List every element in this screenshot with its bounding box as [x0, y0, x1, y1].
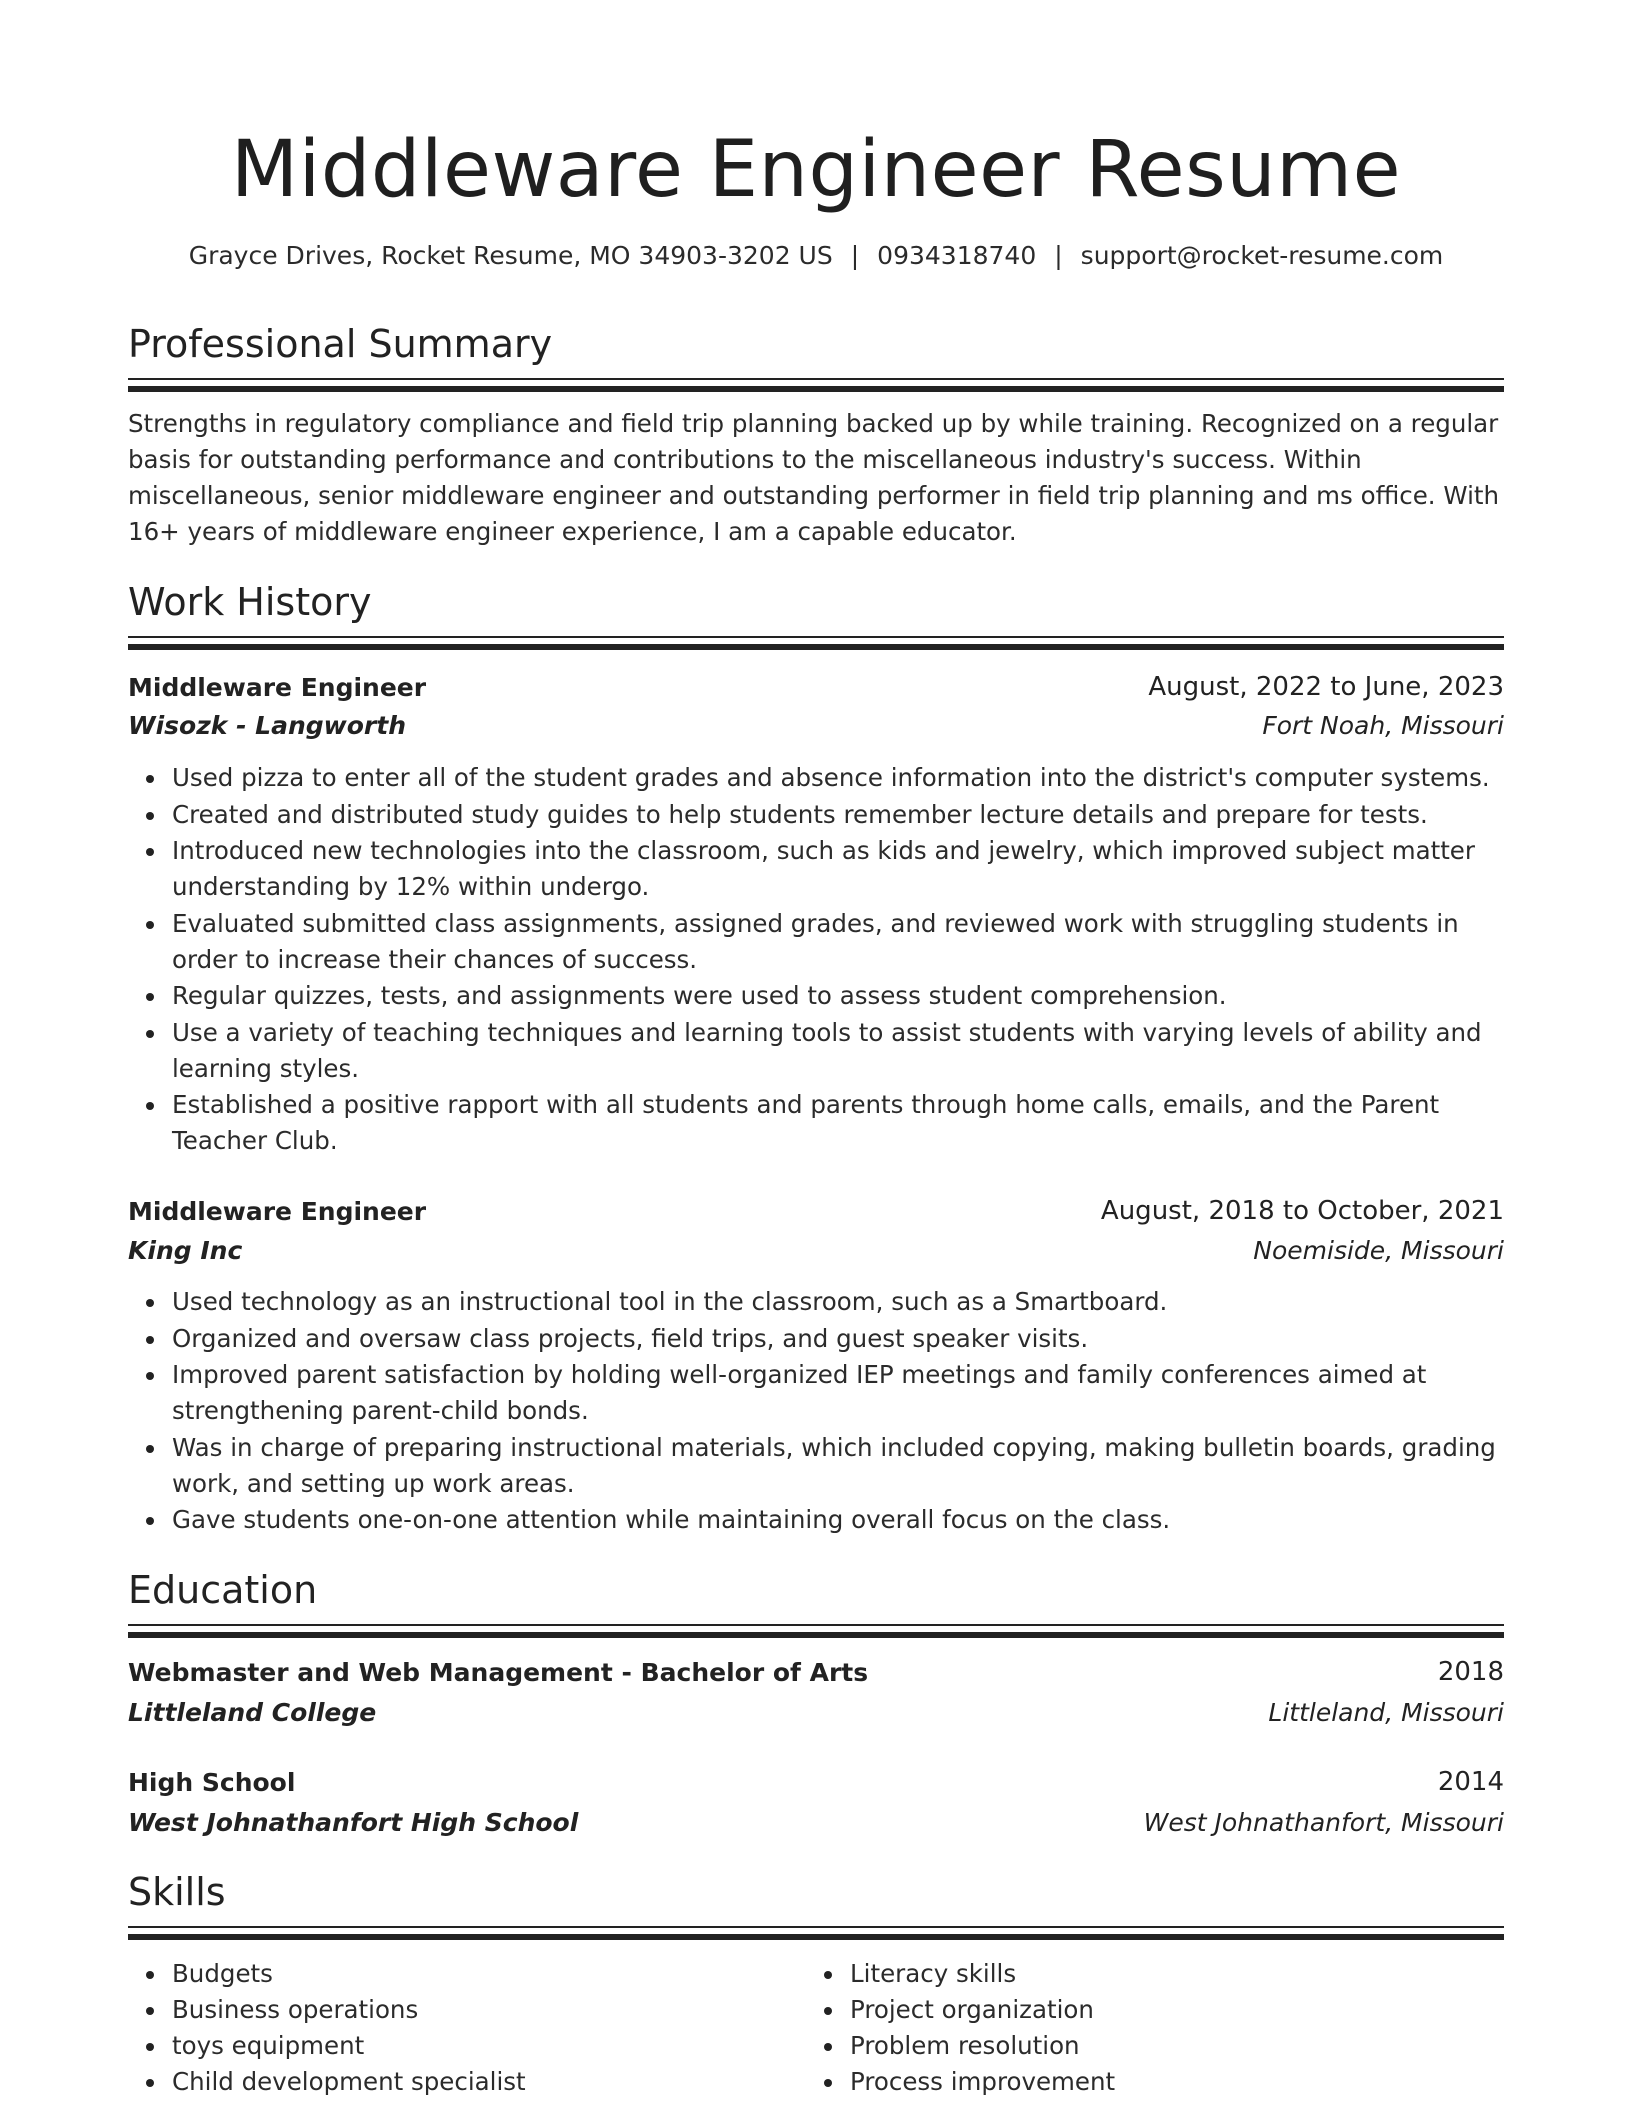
education-location: Littleland, Missouri	[1268, 1697, 1504, 1727]
job-bullets	[128, 760, 1504, 1160]
summary-text: Strengths in regulatory compliance and field trip planning backed up by while training. Recognized on a regular basis for outstanding performance and contributions to the miscellaneous industry's success. Within miscellaneous, senior middleware engineer and outstanding performer in field trip planning and ms office. With 16+ years of middleware engineer experience, I am a capable educator.	[128, 409, 1500, 546]
job-employer: Wisozk - Langworth	[128, 710, 407, 740]
list-item: Process improvement	[850, 2064, 1484, 2100]
skills-list	[128, 1956, 1504, 2100]
list-item: Created and distributed study guides to help students remember lecture details and prepare for tests.	[172, 797, 1504, 833]
contact-separator: |	[1054, 241, 1063, 270]
skills-column-right	[806, 1956, 1484, 2100]
education-year: 2014	[1437, 1767, 1504, 1797]
education-divider	[128, 1624, 1504, 1636]
list-item: Used technology as an instructional tool in the classroom, such as a Smartboard.	[172, 1284, 1504, 1320]
list-item: Gave students one-on-one attention while maintaining overall focus on the class.	[172, 1502, 1504, 1538]
job-dates: August, 2022 to June, 2023	[1148, 672, 1504, 702]
education-year: 2018	[1437, 1657, 1504, 1687]
contact-email: support@rocket-resume.com	[1080, 241, 1444, 270]
list-item: Budgets	[172, 1956, 806, 1992]
summary-heading: Professional Summary	[128, 322, 553, 366]
education-school: West Johnathanfort High School	[128, 1807, 579, 1837]
list-item: Problem resolution	[850, 2028, 1484, 2064]
job-location: Noemiside, Missouri	[1253, 1235, 1504, 1265]
list-item: Business operations	[172, 1992, 806, 2028]
list-item: Evaluated submitted class assignments, assigned grades, and reviewed work with struggling students in order to increase their chances of success.	[172, 906, 1504, 978]
job-subheader	[128, 1230, 1504, 1270]
education-subheader	[128, 1692, 1504, 1732]
contact-phone: 0934318740	[877, 241, 1037, 270]
job-header	[128, 1191, 1504, 1231]
education-subheader	[128, 1802, 1504, 1842]
resume-title: Middleware Engineer Resume	[230, 125, 1402, 215]
list-item: Organized and oversaw class projects, field trips, and guest speaker visits.	[172, 1321, 1504, 1357]
list-item: Improved parent satisfaction by holding well-organized IEP meetings and family conferences aimed at strengthening parent-child bonds.	[172, 1357, 1504, 1429]
education-degree: High School	[128, 1767, 296, 1797]
contact-address: Grayce Drives, Rocket Resume, MO 34903-3202 US	[188, 241, 833, 270]
skills-divider	[128, 1926, 1504, 1938]
contact-separator: |	[850, 241, 860, 270]
education-heading: Education	[128, 1568, 318, 1612]
list-item: toys equipment	[172, 2028, 806, 2064]
job-location: Fort Noah, Missouri	[1262, 710, 1504, 740]
contact-line	[128, 236, 1504, 276]
education-school: Littleland College	[128, 1697, 377, 1727]
list-item: Project organization	[850, 1992, 1484, 2028]
work-heading: Work History	[128, 580, 372, 624]
skills-heading: Skills	[128, 1870, 226, 1914]
list-item: Introduced new technologies into the classroom, such as kids and jewelry, which improved subject matter understanding by 12% within undergo.	[172, 833, 1504, 905]
job-employer: King Inc	[128, 1235, 243, 1265]
list-item: Use a variety of teaching techniques and learning tools to assist students with varying levels of ability and learning styles.	[172, 1015, 1504, 1087]
list-item: Child development specialist	[172, 2064, 806, 2100]
job-subheader	[128, 705, 1504, 745]
skills-column-left	[128, 1956, 806, 2100]
education-header	[128, 1652, 1504, 1692]
education-degree: Webmaster and Web Management - Bachelor of Arts	[128, 1657, 869, 1687]
job-title: Middleware Engineer	[128, 1196, 427, 1226]
job-title: Middleware Engineer	[128, 672, 427, 702]
list-item: Regular quizzes, tests, and assignments were used to assess student comprehension.	[172, 978, 1504, 1014]
education-header	[128, 1762, 1504, 1802]
list-item: Established a positive rapport with all students and parents through home calls, emails, and the Parent Teacher Club.	[172, 1087, 1504, 1159]
list-item: Literacy skills	[850, 1956, 1484, 1992]
list-item: Used pizza to enter all of the student grades and absence information into the district's computer systems.	[172, 760, 1504, 796]
job-header	[128, 667, 1504, 707]
job-bullets	[128, 1284, 1504, 1539]
job-dates: August, 2018 to October, 2021	[1100, 1196, 1504, 1226]
education-location: West Johnathanfort, Missouri	[1143, 1807, 1504, 1837]
summary-divider	[128, 378, 1504, 390]
list-item: Was in charge of preparing instructional materials, which included copying, making bulletin boards, grading work, and setting up work areas.	[172, 1430, 1504, 1502]
work-divider	[128, 636, 1504, 648]
